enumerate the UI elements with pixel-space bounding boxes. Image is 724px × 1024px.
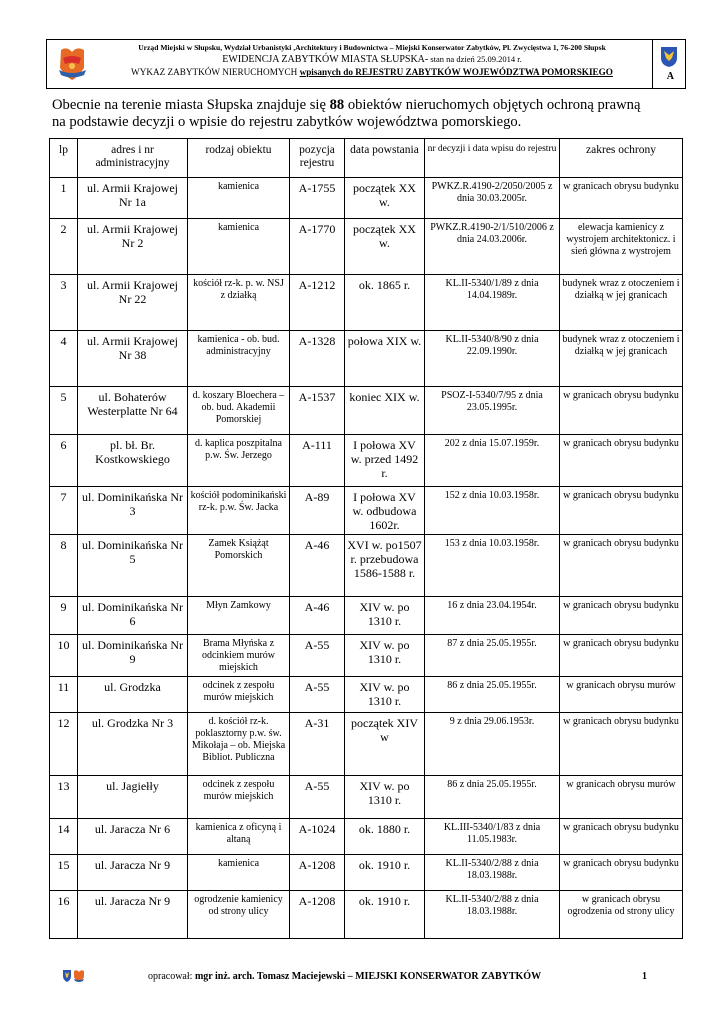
cell-decision: 86 z dnia 25.05.1955r. [425,776,560,819]
cell-lp: 9 [50,597,78,635]
cell-date: koniec XIX w. [345,387,425,435]
cell-position: A-55 [290,776,345,819]
cell-address: ul. Armii Krajowej Nr 38 [78,331,188,387]
cell-date: I połowa XV w. przed 1492 r. [345,435,425,487]
register-subtitle-bold: wpisanych do REJESTRU ZABYTKÓW WOJEWÓDZTWA POMORSKIEGO [299,67,613,77]
cell-decision: 152 z dnia 10.03.1958r. [425,487,560,535]
intro-paragraph [52,97,680,131]
table-row [50,635,683,677]
cell-lp: 11 [50,677,78,713]
header-decision: nr decyzji i data wpisu do rejestru [425,139,560,178]
table-row [50,855,683,891]
header-scope: zakres ochrony [560,139,683,178]
cell-position: A-46 [290,597,345,635]
cell-scope: w granicach obrysu budynku [560,178,683,219]
cell-lp: 4 [50,331,78,387]
cell-kind: ogrodzenie kamienicy od strony ulicy [188,891,290,939]
cell-decision: 86 z dnia 25.05.1955r. [425,677,560,713]
cell-kind: kamienica [188,219,290,275]
cell-date: ok. 1880 r. [345,819,425,855]
cell-address: ul. Armii Krajowej Nr 22 [78,275,188,331]
cell-address: ul. Jaracza Nr 9 [78,891,188,939]
table-row [50,487,683,535]
cell-position: A-46 [290,535,345,597]
cell-date: ok. 1865 r. [345,275,425,331]
cell-scope: w granicach obrysu budynku [560,597,683,635]
cell-lp: 16 [50,891,78,939]
cell-decision: 202 z dnia 15.07.1959r. [425,435,560,487]
cell-date: początek XX w. [345,219,425,275]
register-date: stan na dzień 25.09.2014 r. [428,54,522,64]
cell-kind: odcinek z zespołu murów miejskich [188,677,290,713]
cell-scope: w granicach obrysu murów [560,677,683,713]
cell-scope: w granicach obrysu budynku [560,487,683,535]
cell-decision: KL.III-5340/1/83 z dnia 11.05.1983r. [425,819,560,855]
cell-lp: 2 [50,219,78,275]
office-address-line: Urząd Miejski w Słupsku, Wydział Urbanistyki ,Architektury i Budownictwa – Miejski Konserwator Zabytków, Pl. Zwycięstwa 1, 76-200 Słupsk [138,43,606,52]
header-lp: lp [50,139,78,178]
cell-date: XIV w. po 1310 r. [345,677,425,713]
cell-lp: 6 [50,435,78,487]
table-row [50,275,683,331]
cell-position: A-89 [290,487,345,535]
cell-scope: w granicach obrysu budynku [560,435,683,487]
cell-kind: kamienica [188,855,290,891]
cell-decision: KL.II-5340/2/88 z dnia 18.03.1988r. [425,891,560,939]
cell-lp: 5 [50,387,78,435]
cell-decision: PSOZ-I-5340/7/95 z dnia 23.05.1995r. [425,387,560,435]
register-title-line [95,53,649,66]
register-subtitle-line [95,66,649,78]
cell-date: I połowa XV w. odbudowa 1602r. [345,487,425,535]
cell-scope: w granicach obrysu ogrodzenia od strony ulicy [560,891,683,939]
cell-kind: Brama Młyńska z odcinkiem murów miejskich [188,635,290,677]
table-row [50,435,683,487]
cell-date: XVI w. po1507 r. przebudowa 1586-1588 r. [345,535,425,597]
slupsk-coat-of-arms-icon [53,44,91,84]
table-row [50,677,683,713]
cell-decision: 9 z dnia 29.06.1953r. [425,713,560,776]
cell-kind: d. kaplica poszpitalna p.w. Św. Jerzego [188,435,290,487]
cell-lp: 15 [50,855,78,891]
cell-address: ul. Jaracza Nr 9 [78,855,188,891]
cell-lp: 3 [50,275,78,331]
cell-decision: KL.II-5340/2/88 z dnia 18.03.1988r. [425,855,560,891]
cell-position: A-1024 [290,819,345,855]
cell-lp: 1 [50,178,78,219]
cell-lp: 10 [50,635,78,677]
cell-scope: budynek wraz z otoczeniem i działką w jej granicach [560,275,683,331]
cell-address: ul. Bohaterów Westerplatte Nr 64 [78,387,188,435]
cell-kind: kościół podominikański rz-k. p.w. Św. Jacka [188,487,290,535]
cell-kind: kamienica z oficyną i altaną [188,819,290,855]
register-title: EWIDENCJA ZABYTKÓW MIASTA SŁUPSKA- [222,54,429,65]
cell-scope: w granicach obrysu murów [560,776,683,819]
cell-lp: 7 [50,487,78,535]
table-row [50,776,683,819]
cell-address: ul. Dominikańska Nr 9 [78,635,188,677]
cell-lp: 14 [50,819,78,855]
cell-address: ul. Armii Krajowej Nr 1a [78,178,188,219]
cell-position: A-1212 [290,275,345,331]
table-row [50,713,683,776]
cell-position: A-1537 [290,387,345,435]
cell-position: A-1208 [290,855,345,891]
cell-date: ok. 1910 r. [345,891,425,939]
cell-scope: w granicach obrysu budynku [560,713,683,776]
cell-scope: budynek wraz z otoczeniem i działką w jej granicach [560,331,683,387]
cell-decision: KL.II-5340/8/90 z dnia 22.09.1990r. [425,331,560,387]
cell-address: ul. Grodzka Nr 3 [78,713,188,776]
cell-date: XIV w. po 1310 r. [345,597,425,635]
intro-before: Obecnie na terenie miasta Słupska znajduje się [52,97,330,113]
header-position: pozycja rejestru [290,139,345,178]
cell-lp: 13 [50,776,78,819]
cell-address: ul. Dominikańska Nr 5 [78,535,188,597]
cell-position: A-1208 [290,891,345,939]
register-subtitle-prefix: WYKAZ ZABYTKÓW NIERUCHOMYCH [131,67,300,77]
table-row [50,219,683,275]
cell-position: A-55 [290,635,345,677]
table-row [50,387,683,435]
cell-date: XIV w. po 1310 r. [345,635,425,677]
cell-date: ok. 1910 r. [345,855,425,891]
table-row [50,331,683,387]
cell-kind: d. kościół rz-k. poklasztorny p.w. św. Mikołaja – ob. Miejska Bibliot. Publiczna [188,713,290,776]
cell-scope: w granicach obrysu budynku [560,535,683,597]
page-footer [0,968,724,988]
cell-kind: Zamek Książąt Pomorskich [188,535,290,597]
table-row [50,891,683,939]
cell-kind: d. koszary Bloechera – ob. bud. Akademii Pomorskiej [188,387,290,435]
pomorskie-coat-of-arms-icon [660,46,678,68]
table-row [50,819,683,855]
coat-of-arms-icons [62,969,86,983]
header-address: adres i nr administracyjny [78,139,188,178]
cell-decision: KL.II-5340/1/89 z dnia 14.04.1989r. [425,275,560,331]
cell-address: ul. Armii Krajowej Nr 2 [78,219,188,275]
footer-author-name: mgr inż. arch. Tomasz Maciejewski – MIEJSKI KONSERWATOR ZABYTKÓW [194,971,542,982]
table-row [50,597,683,635]
footer-author [148,971,541,982]
header-divider [652,40,653,88]
intro-after: obiektów nieruchomych objętych ochroną prawną [344,97,641,113]
footer-prefix: opracował: [148,971,195,982]
document-header [46,39,686,89]
cell-position: A-31 [290,713,345,776]
cell-decision: PWKZ.R.4190-2/1/510/2006 z dnia 24.03.2006r. [425,219,560,275]
cell-address: ul. Grodzka [78,677,188,713]
cell-scope: elewacja kamienicy z wystrojem architektonicz. i sień główna z wystrojem [560,219,683,275]
table-header-row [50,139,683,178]
cell-date: początek XIV w [345,713,425,776]
cell-decision: 87 z dnia 25.05.1955r. [425,635,560,677]
register-table [49,138,683,939]
page-number: 1 [642,971,647,982]
cell-scope: w granicach obrysu budynku [560,819,683,855]
cell-date: połowa XIX w. [345,331,425,387]
cell-address: ul. Jaracza Nr 6 [78,819,188,855]
table-body [50,178,683,939]
cell-decision: 153 z dnia 10.03.1958r. [425,535,560,597]
cell-position: A-55 [290,677,345,713]
cell-kind: Młyn Zamkowy [188,597,290,635]
cell-position: A-1770 [290,219,345,275]
cell-date: XIV w. po 1310 r. [345,776,425,819]
cell-kind: kamienica [188,178,290,219]
cell-lp: 8 [50,535,78,597]
intro-line-2: na podstawie decyzji o wpisie do rejestru zabytków województwa pomorskiego. [52,114,522,130]
cell-decision: 16 z dnia 23.04.1954r. [425,597,560,635]
cell-scope: w granicach obrysu budynku [560,387,683,435]
register-letter: A [666,71,674,82]
cell-scope: w granicach obrysu budynku [560,855,683,891]
cell-address: ul. Jagiełły [78,776,188,819]
cell-kind: odcinek z zespołu murów miejskich [188,776,290,819]
cell-address: pl. bł. Br. Kostkowskiego [78,435,188,487]
cell-scope: w granicach obrysu budynku [560,635,683,677]
cell-kind: kamienica - ob. bud. administracyjny [188,331,290,387]
cell-kind: kościół rz-k. p. w. NSJ z działką [188,275,290,331]
cell-address: ul. Dominikańska Nr 6 [78,597,188,635]
header-date: data powstania [345,139,425,178]
cell-date: początek XX w. [345,178,425,219]
cell-position: A-111 [290,435,345,487]
header-kind: rodzaj obiektu [188,139,290,178]
cell-decision: PWKZ.R.4190-2/2050/2005 z dnia 30.03.2005r. [425,178,560,219]
intro-line-1 [52,97,680,114]
cell-position: A-1755 [290,178,345,219]
cell-address: ul. Dominikańska Nr 3 [78,487,188,535]
table-row [50,535,683,597]
intro-count: 88 [329,97,345,113]
cell-position: A-1328 [290,331,345,387]
table-row [50,178,683,219]
cell-lp: 12 [50,713,78,776]
